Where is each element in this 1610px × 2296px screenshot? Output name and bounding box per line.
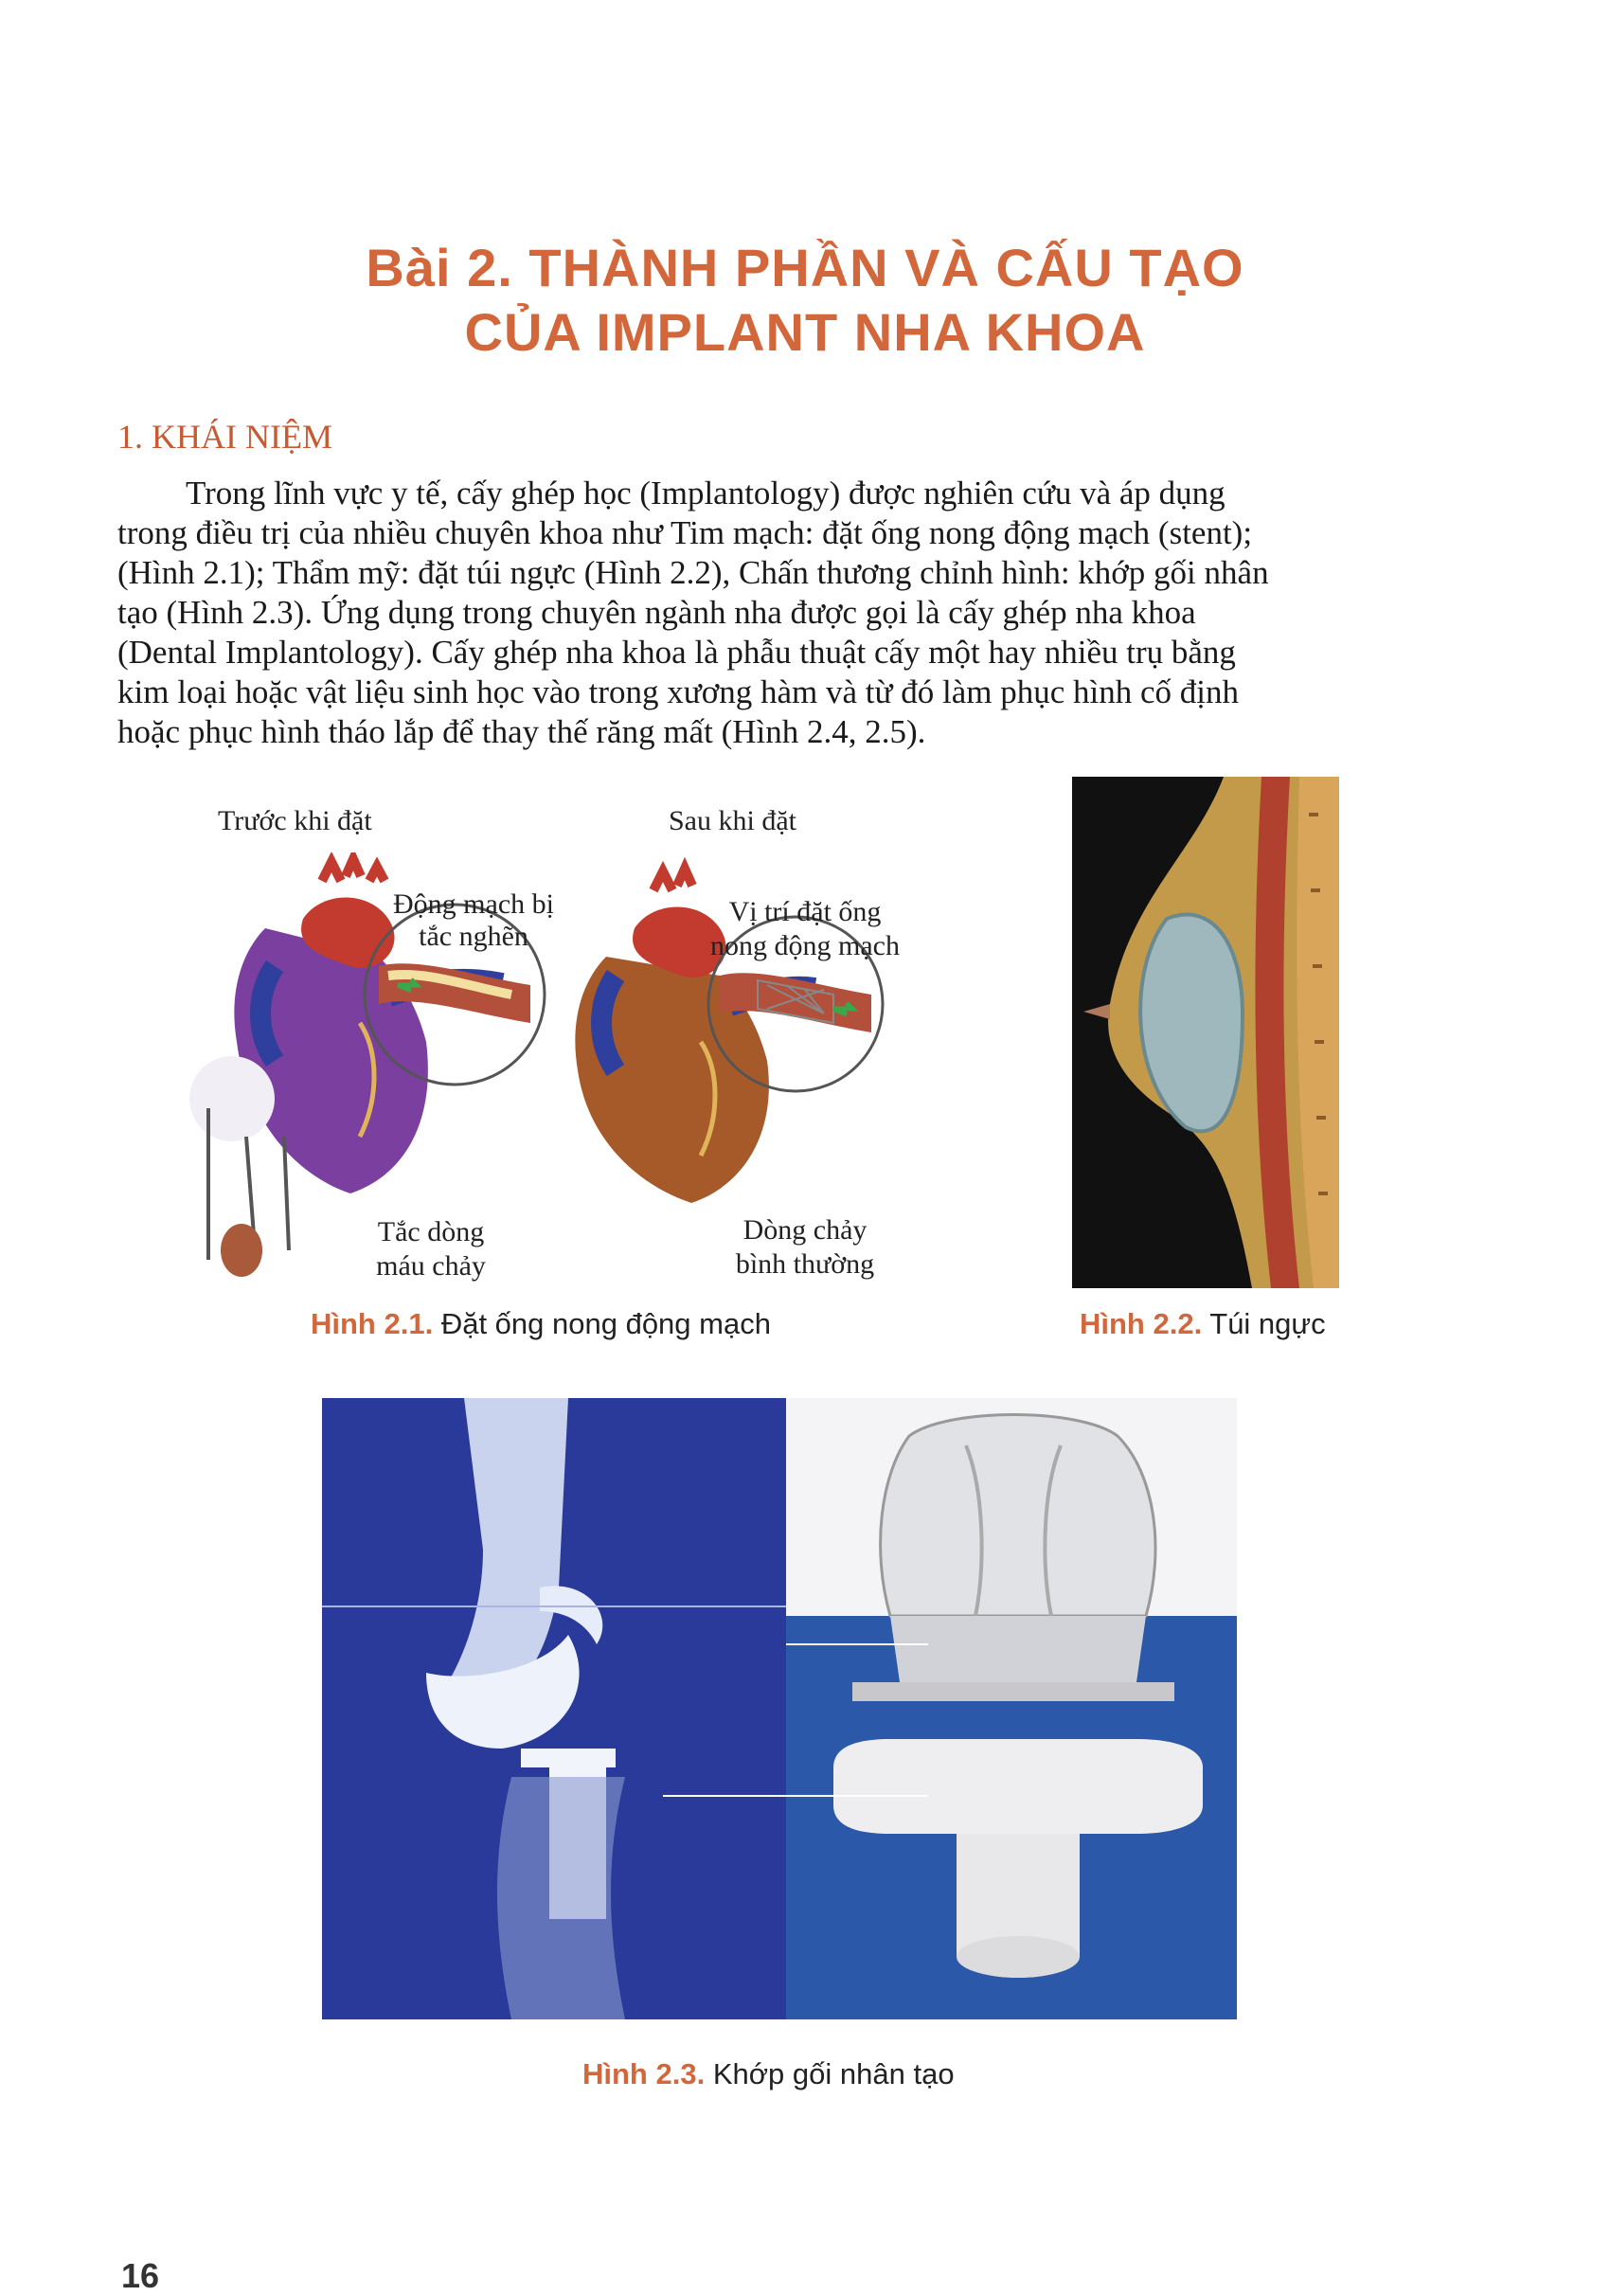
paragraph-line: kim loại hoặc vật liệu sinh học vào trong xương hàm và từ đó làm phục hình cố định bbox=[117, 673, 1240, 710]
callout-blocked-artery-line2: tắc nghẽn bbox=[419, 921, 528, 952]
figure-2-1-caption-text: Đặt ống nong động mạch bbox=[433, 1307, 771, 1340]
figure-2-2-caption bbox=[1080, 1307, 1326, 1341]
page-title-line-1: Bài 2. THÀNH PHẦN VÀ CẤU TẠO bbox=[366, 238, 1244, 297]
callout-stent-line1: Vị trí đặt ống bbox=[728, 896, 882, 927]
figure-2-2-caption-label: Hình 2.2. bbox=[1080, 1307, 1203, 1340]
callout-stent-line2: nong động mạch bbox=[710, 930, 900, 961]
paragraph-line: (Hình 2.1); Thẩm mỹ: đặt túi ngực (Hình 2.2), Chấn thương chỉnh hình: khớp gối nhân bbox=[117, 554, 1269, 591]
label-before: Trước khi đặt bbox=[218, 805, 372, 836]
callout-normal-flow-line2: bình thường bbox=[735, 1248, 875, 1280]
callout-normal-flow-line1: Dòng chảy bbox=[742, 1214, 868, 1246]
breast-implant-image bbox=[1072, 777, 1339, 1288]
section-heading: 1. KHÁI NIỆM bbox=[117, 418, 332, 456]
callout-blocked-flow-line2: máu chảy bbox=[376, 1250, 486, 1282]
figure-2-3-caption bbox=[582, 2057, 955, 2091]
paragraph-line: trong điều trị của nhiều chuyên khoa như Tim mạch: đặt ống nong động mạch (stent); bbox=[117, 514, 1253, 551]
figure-2-2-caption-text: Túi ngực bbox=[1202, 1307, 1326, 1340]
paragraph-line: Trong lĩnh vực y tế, cấy ghép học (Implantology) được nghiên cứu và áp dụng bbox=[186, 475, 1225, 511]
paragraph-line: tạo (Hình 2.3). Ứng dụng trong chuyên ngành nha được gọi là cấy ghép nha khoa bbox=[117, 594, 1196, 631]
figure-2-3-caption-text: Khớp gối nhân tạo bbox=[705, 2057, 955, 2090]
label-after: Sau khi đặt bbox=[669, 805, 796, 836]
callout-blocked-artery-line1: Động mạch bị bbox=[393, 888, 554, 920]
callout-blocked-flow-line1: Tắc dòng bbox=[377, 1216, 485, 1247]
figure-2-1-caption bbox=[311, 1307, 771, 1341]
artificial-knee-image bbox=[322, 1398, 1237, 2019]
page-number: 16 bbox=[121, 2256, 160, 2295]
paragraph-line: (Dental Implantology). Cấy ghép nha khoa là phẫu thuật cấy một hay nhiều trụ bằng bbox=[117, 634, 1236, 671]
figure-2-1-caption-label: Hình 2.1. bbox=[311, 1307, 434, 1340]
figure-2-3-caption-label: Hình 2.3. bbox=[582, 2057, 706, 2090]
page-title-line-2: CỦA IMPLANT NHA KHOA bbox=[464, 302, 1146, 362]
paragraph-line: hoặc phục hình tháo lắp để thay thế răng mất (Hình 2.4, 2.5). bbox=[117, 713, 926, 750]
